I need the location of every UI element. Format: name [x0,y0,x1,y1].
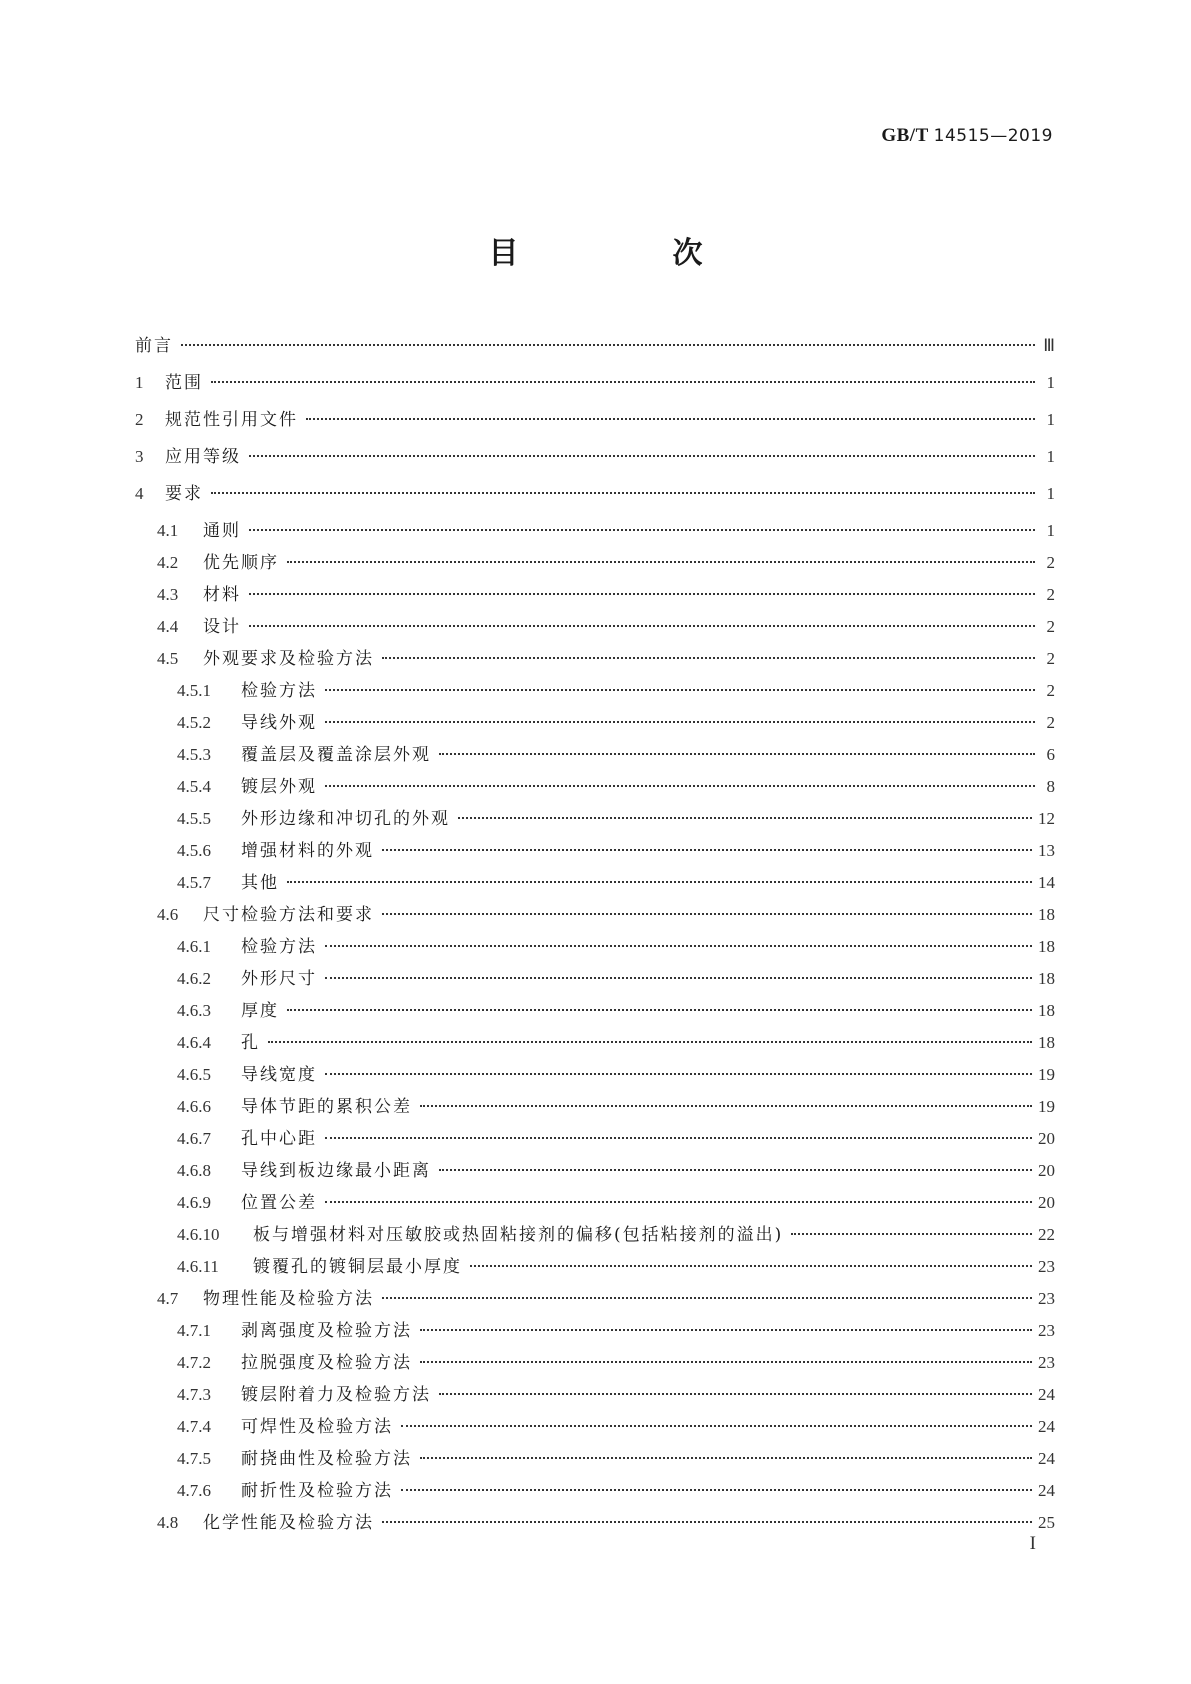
toc-entry[interactable] [135,1188,1055,1220]
toc-entry-label: 拉脱强度及检验方法 [241,1353,412,1373]
dot-leader [287,881,1032,883]
dot-leader [382,1297,1032,1299]
toc-entry-label: 镀层附着力及检验方法 [241,1385,431,1405]
toc-entry-label: 导线宽度 [241,1065,317,1085]
toc-entry-number: 4.6.5 [177,1065,211,1084]
dot-leader [325,785,1035,787]
toc-entry-label: 应用等级 [165,447,241,467]
dot-leader [439,1393,1032,1395]
toc-entry-label: 板与增强材料对压敏胶或热固粘接剂的偏移(包括粘接剂的溢出) [253,1225,784,1245]
toc-entry[interactable] [135,405,1055,442]
toc-entry-number: 4.8 [157,1513,179,1532]
toc-entry[interactable] [135,1092,1055,1124]
toc-entry-label: 耐折性及检验方法 [241,1481,393,1501]
toc-entry-page: 1 [1046,410,1055,429]
toc-entry[interactable] [135,804,1055,836]
toc-entry-page: 18 [1038,1033,1055,1052]
toc-entry-label: 可焊性及检验方法 [241,1417,393,1437]
toc-entry[interactable] [135,368,1055,405]
dot-leader [306,418,1035,420]
toc-entry-number: 4.2 [157,553,179,572]
toc-entry-label: 前言 [135,336,173,356]
dot-leader [401,1425,1032,1427]
toc-entry-page: 2 [1046,617,1055,636]
toc-entry-label: 规范性引用文件 [165,410,298,430]
toc-entry[interactable] [135,548,1055,580]
standard-number: 14515—2019 [933,126,1053,146]
toc-entry[interactable] [135,1380,1055,1412]
toc-entry-label: 范围 [165,373,203,393]
toc-entry-page: 14 [1038,873,1055,892]
toc-entry-number: 4.5.6 [177,841,211,860]
toc-entry-label: 位置公差 [241,1193,317,1213]
toc-entry-number: 4.7.1 [177,1321,211,1340]
dot-leader [325,977,1032,979]
toc-entry-page: 20 [1038,1129,1055,1148]
toc-entry-page: 24 [1038,1449,1055,1468]
toc-entry-number: 4.4 [157,617,179,636]
toc-entry-page: 24 [1038,1385,1055,1404]
toc-entry-number: 1 [135,373,144,392]
toc-entry-label: 材料 [203,585,241,605]
toc-entry-label: 耐挠曲性及检验方法 [241,1449,412,1469]
dot-leader [287,1009,1032,1011]
toc-entry-number: 4.6.1 [177,937,211,956]
toc-entry[interactable] [135,1220,1055,1252]
toc-entry[interactable] [135,1508,1055,1540]
dot-leader [249,593,1035,595]
toc-entry[interactable] [135,479,1055,516]
toc-entry-number: 4.5.1 [177,681,211,700]
dot-leader [181,344,1035,346]
toc-entry-label: 尺寸检验方法和要求 [203,905,374,925]
toc-entry-label: 检验方法 [241,681,317,701]
toc-entry[interactable] [135,996,1055,1028]
toc-entry-page: 25 [1038,1513,1055,1532]
toc-entry-number: 4.6.2 [177,969,211,988]
toc-entry-number: 3 [135,447,144,466]
toc-entry-page: 24 [1038,1481,1055,1500]
toc-entry-label: 化学性能及检验方法 [203,1513,374,1533]
toc-entry-page: 2 [1046,553,1055,572]
toc-entry-page: 12 [1038,809,1055,828]
toc-entry[interactable] [135,1316,1055,1348]
toc-entry[interactable] [135,1028,1055,1060]
toc-entry-number: 4.7.2 [177,1353,211,1372]
toc-entry-label: 导线到板边缘最小距离 [241,1161,431,1181]
dot-leader [470,1265,1032,1267]
toc-entry-number: 2 [135,410,144,429]
toc-entry[interactable] [135,708,1055,740]
toc-entry[interactable] [135,740,1055,772]
toc-entry-page: Ⅲ [1043,336,1055,355]
toc-entry-page: 18 [1038,969,1055,988]
dot-leader [382,1521,1032,1523]
toc-entry[interactable] [135,1348,1055,1380]
toc-entry-label: 要求 [165,484,203,504]
dot-leader [439,1169,1032,1171]
toc-entry-label: 厚度 [241,1001,279,1021]
toc-entry-number: 4.5.3 [177,745,211,764]
toc-entry[interactable] [135,1444,1055,1476]
toc-entry-page: 1 [1046,447,1055,466]
toc-entry-label: 检验方法 [241,937,317,957]
dot-leader [249,625,1035,627]
dot-leader [211,381,1035,383]
toc-entry-label: 外形边缘和冲切孔的外观 [241,809,450,829]
toc-entry-label: 其他 [241,873,279,893]
toc-entry-page: 2 [1046,713,1055,732]
toc-entry-label: 通则 [203,521,241,541]
toc-entry-page: 1 [1046,373,1055,392]
toc-entry-label: 孔 [241,1033,260,1053]
toc-entry-number: 4.7.5 [177,1449,211,1468]
toc-entry[interactable] [135,1060,1055,1092]
toc-entry[interactable] [135,580,1055,612]
dot-leader [249,529,1035,531]
toc-entry-number: 4.6.11 [177,1257,219,1276]
dot-leader [382,913,1032,915]
toc-entry-label: 镀覆孔的镀铜层最小厚度 [253,1257,462,1277]
toc-entry[interactable] [135,868,1055,900]
toc-entry[interactable] [135,932,1055,964]
toc-entry[interactable] [135,442,1055,479]
toc-entry-page: 23 [1038,1257,1055,1276]
toc-entry[interactable] [135,772,1055,804]
table-of-contents [135,331,1055,1540]
toc-entry-number: 4.5.2 [177,713,211,732]
toc-entry-page: 20 [1038,1161,1055,1180]
toc-entry[interactable] [135,964,1055,996]
toc-entry-page: 24 [1038,1417,1055,1436]
toc-entry-label: 设计 [203,617,241,637]
toc-entry-page: 23 [1038,1353,1055,1372]
toc-entry[interactable] [135,900,1055,932]
toc-entry-label: 孔中心距 [241,1129,317,1149]
toc-entry[interactable] [135,1252,1055,1284]
toc-entry-page: 18 [1038,1001,1055,1020]
dot-leader [420,1105,1032,1107]
toc-entry[interactable] [135,1124,1055,1156]
dot-leader [439,753,1035,755]
toc-entry-number: 4.6 [157,905,179,924]
toc-entry-number: 4.6.6 [177,1097,211,1116]
toc-entry-page: 18 [1038,905,1055,924]
toc-entry-number: 4.5.7 [177,873,211,892]
toc-entry-number: 4.6.10 [177,1225,220,1244]
toc-entry-number: 4.5.5 [177,809,211,828]
toc-entry-page: 23 [1038,1321,1055,1340]
toc-entry[interactable] [135,1476,1055,1508]
dot-leader [325,945,1032,947]
toc-entry-page: 2 [1046,649,1055,668]
dot-leader [325,689,1035,691]
dot-leader [325,721,1035,723]
toc-entry-page: 6 [1046,745,1055,764]
toc-entry[interactable] [135,676,1055,708]
toc-entry-page: 19 [1038,1065,1055,1084]
toc-entry-label: 覆盖层及覆盖涂层外观 [241,745,431,765]
toc-entry-label: 物理性能及检验方法 [203,1289,374,1309]
dot-leader [420,1361,1032,1363]
toc-entry-label: 镀层外观 [241,777,317,797]
dot-leader [287,561,1035,563]
toc-entry-page: 8 [1046,777,1055,796]
toc-entry-page: 13 [1038,841,1055,860]
toc-entry-page: 1 [1046,484,1055,503]
dot-leader [325,1201,1032,1203]
toc-entry[interactable] [135,1284,1055,1316]
toc-entry-label: 外形尺寸 [241,969,317,989]
toc-entry-number: 4.7 [157,1289,179,1308]
dot-leader [249,455,1035,457]
dot-leader [211,492,1035,494]
dot-leader [420,1329,1032,1331]
toc-entry-number: 4.6.4 [177,1033,211,1052]
toc-entry-label: 导线外观 [241,713,317,733]
toc-entry-label: 导体节距的累积公差 [241,1097,412,1117]
toc-entry[interactable] [135,612,1055,644]
toc-entry[interactable] [135,836,1055,868]
dot-leader [420,1457,1032,1459]
standard-code [881,125,1053,147]
toc-entry-label: 外观要求及检验方法 [203,649,374,669]
toc-entry-number: 4.7.3 [177,1385,211,1404]
toc-entry[interactable] [135,331,1055,368]
dot-leader [325,1137,1032,1139]
toc-entry-number: 4 [135,484,144,503]
toc-entry-number: 4.7.4 [177,1417,211,1436]
toc-entry-page: 19 [1038,1097,1055,1116]
dot-leader [791,1233,1032,1235]
standard-prefix: GB/T [881,125,929,146]
dot-leader [325,1073,1032,1075]
toc-entry-page: 1 [1046,521,1055,540]
toc-entry-page: 2 [1046,681,1055,700]
toc-entry-page: 18 [1038,937,1055,956]
toc-entry-number: 4.7.6 [177,1481,211,1500]
dot-leader [382,849,1032,851]
toc-entry-label: 剥离强度及检验方法 [241,1321,412,1341]
toc-entry[interactable] [135,1412,1055,1444]
page-number: I [1029,1533,1036,1554]
toc-entry-number: 4.6.8 [177,1161,211,1180]
toc-entry-page: 23 [1038,1289,1055,1308]
toc-entry[interactable] [135,1156,1055,1188]
toc-entry-number: 4.1 [157,521,179,540]
toc-entry-number: 4.5.4 [177,777,211,796]
toc-entry-page: 22 [1038,1225,1055,1244]
toc-entry-number: 4.6.9 [177,1193,211,1212]
toc-entry-number: 4.3 [157,585,179,604]
dot-leader [401,1489,1032,1491]
toc-entry-number: 4.5 [157,649,179,668]
toc-entry[interactable] [135,644,1055,676]
toc-entry-number: 4.6.7 [177,1129,211,1148]
dot-leader [458,817,1032,819]
dot-leader [382,657,1035,659]
toc-entry-number: 4.6.3 [177,1001,211,1020]
page-title: 目 次 [488,236,765,271]
toc-entry-label: 优先顺序 [203,553,279,573]
toc-entry-label: 增强材料的外观 [241,841,374,861]
toc-entry-page: 20 [1038,1193,1055,1212]
dot-leader [268,1041,1032,1043]
toc-entry-page: 2 [1046,585,1055,604]
toc-entry[interactable] [135,516,1055,548]
